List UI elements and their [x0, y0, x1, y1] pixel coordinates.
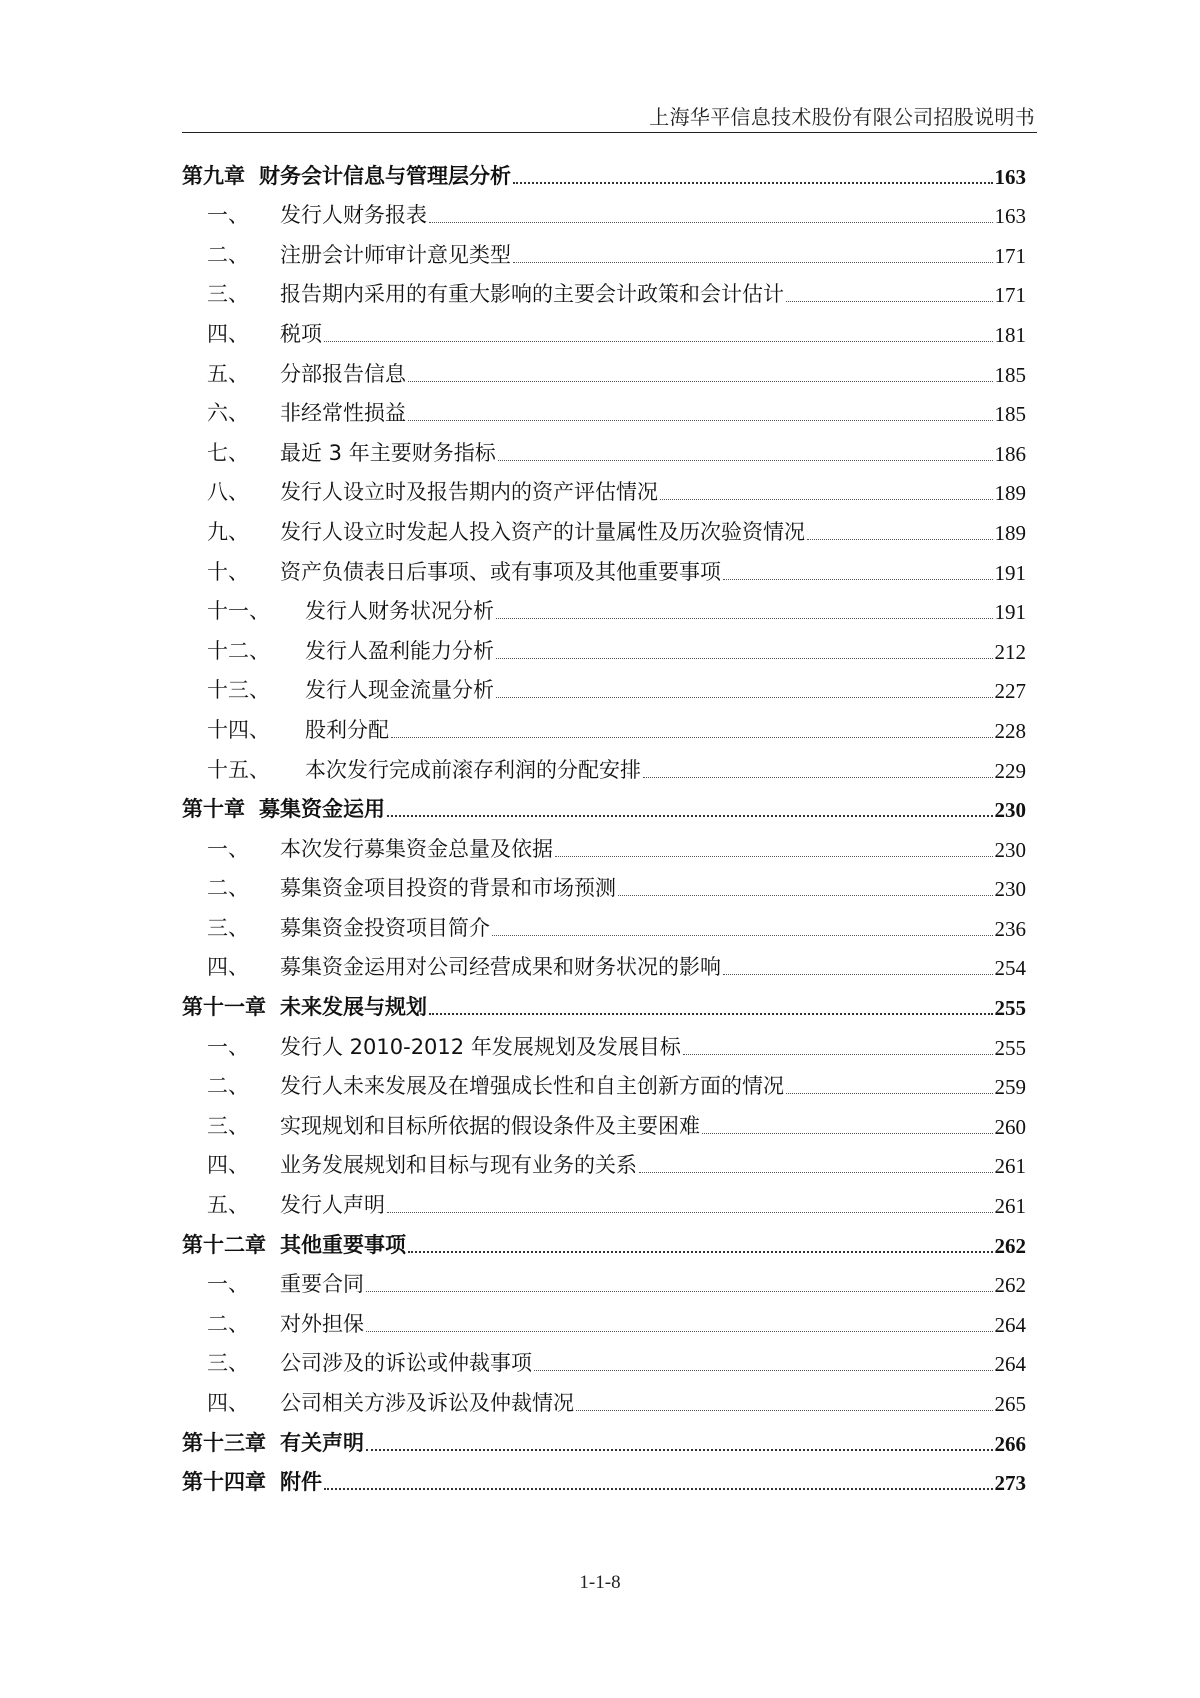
toc-entry-title: 对外担保 — [280, 1311, 364, 1336]
toc-section-entry[interactable] — [182, 1179, 1026, 1219]
toc-section-entry[interactable] — [182, 269, 1026, 309]
toc-section-entry[interactable] — [182, 427, 1026, 467]
toc-entry-title: 募集资金运用对公司经营成果和财务状况的影响 — [280, 955, 721, 980]
toc-entry-title: 分部报告信息 — [280, 361, 406, 386]
toc-entry-page: 230 — [994, 837, 1026, 862]
toc-entry-number: 三、 — [207, 1113, 249, 1138]
toc-entry-number: 四、 — [207, 955, 249, 980]
toc-chapter-entry[interactable] — [182, 1417, 1026, 1457]
toc-entry-title: 发行人设立时发起人投入资产的计量属性及历次验资情况 — [280, 519, 805, 544]
dot-leader — [643, 777, 993, 778]
dot-leader — [723, 974, 993, 975]
toc-entry-page: 266 — [994, 1431, 1026, 1456]
toc-entry-title: 发行人 2010-2012 年发展规划及发展目标 — [280, 1034, 681, 1059]
toc-section-entry[interactable] — [182, 1259, 1026, 1299]
toc-entry-number: 一、 — [207, 836, 249, 861]
toc-entry-title: 报告期内采用的有重大影响的主要会计政策和会计估计 — [280, 282, 784, 307]
toc-chapter-entry[interactable] — [182, 150, 1026, 190]
toc-entry-title: 发行人财务报表 — [280, 203, 427, 228]
toc-section-entry[interactable] — [182, 744, 1026, 784]
toc-entry-number: 一、 — [207, 1272, 249, 1297]
toc-entry-number: 十、 — [207, 559, 249, 584]
toc-entry-page: 212 — [994, 639, 1026, 664]
toc-entry-title: 重要合同 — [280, 1272, 364, 1297]
toc-entry-page: 230 — [994, 798, 1026, 823]
toc-entry-title: 最近 3 年主要财务指标 — [280, 440, 496, 465]
toc-entry-number: 四、 — [207, 1153, 249, 1178]
toc-chapter-entry[interactable] — [182, 1457, 1026, 1497]
toc-entry-title: 实现规划和目标所依据的假设条件及主要困难 — [280, 1113, 700, 1138]
dot-leader — [408, 381, 993, 382]
toc-entry-title: 发行人设立时及报告期内的资产评估情况 — [280, 480, 658, 505]
toc-entry-number: 五、 — [207, 361, 249, 386]
toc-section-entry[interactable] — [182, 1100, 1026, 1140]
toc-chapter-entry[interactable] — [182, 981, 1026, 1021]
dot-leader — [496, 697, 993, 698]
dot-leader — [534, 1370, 993, 1371]
toc-entry-number: 二、 — [207, 242, 249, 267]
toc-section-entry[interactable] — [182, 1377, 1026, 1417]
toc-entry-page: 185 — [994, 362, 1026, 387]
toc-section-entry[interactable] — [182, 1021, 1026, 1061]
dot-leader — [639, 1172, 993, 1173]
dot-leader — [786, 1093, 993, 1094]
toc-entry-page: 259 — [994, 1075, 1026, 1100]
dot-leader — [702, 1133, 993, 1134]
toc-entry-page: 227 — [994, 679, 1026, 704]
toc-entry-title: 股利分配 — [305, 717, 389, 742]
toc-entry-page: 181 — [994, 322, 1026, 347]
toc-entry-title: 发行人未来发展及在增强成长性和自主创新方面的情况 — [280, 1074, 784, 1099]
toc-entry-number: 八、 — [207, 480, 249, 505]
dot-leader — [366, 1449, 993, 1451]
toc-entry-page: 236 — [994, 916, 1026, 941]
toc-entry-number: 第十一章 — [182, 995, 266, 1020]
toc-entry-page: 171 — [994, 283, 1026, 308]
toc-entry-number: 三、 — [207, 282, 249, 307]
toc-entry-number: 十一、 — [207, 599, 270, 624]
table-of-contents — [182, 150, 1026, 1496]
toc-entry-page: 189 — [994, 481, 1026, 506]
dot-leader — [555, 856, 993, 857]
toc-entry-title: 附件 — [280, 1470, 322, 1495]
toc-entry-title: 募集资金运用 — [259, 797, 385, 822]
toc-section-entry[interactable] — [182, 823, 1026, 863]
toc-entry-title: 公司相关方涉及诉讼及仲裁情况 — [280, 1391, 574, 1415]
toc-section-entry[interactable] — [182, 1338, 1026, 1378]
toc-entry-page: 261 — [994, 1154, 1026, 1179]
dot-leader — [498, 460, 993, 461]
toc-entry-number: 第九章 — [182, 163, 245, 188]
toc-entry-page: 191 — [994, 600, 1026, 625]
toc-entry-number: 第十二章 — [182, 1232, 266, 1257]
toc-section-entry[interactable] — [182, 625, 1026, 665]
toc-entry-number: 二、 — [207, 876, 249, 901]
toc-entry-number: 三、 — [207, 915, 249, 940]
dot-leader — [807, 539, 993, 540]
dot-leader — [387, 815, 993, 817]
toc-entry-page: 261 — [994, 1194, 1026, 1219]
toc-entry-title: 非经常性损益 — [280, 401, 406, 426]
toc-section-entry[interactable] — [182, 665, 1026, 705]
dot-leader — [408, 1251, 993, 1253]
toc-entry-number: 十五、 — [207, 757, 270, 782]
dot-leader — [513, 262, 993, 263]
toc-entry-number: 六、 — [207, 401, 249, 426]
toc-entry-title: 资产负债表日后事项、或有事项及其他重要事项 — [280, 559, 721, 584]
dot-leader — [786, 301, 993, 302]
dot-leader — [723, 579, 993, 580]
toc-section-entry[interactable] — [182, 348, 1026, 388]
toc-entry-title: 注册会计师审计意见类型 — [280, 242, 511, 267]
toc-chapter-entry[interactable] — [182, 1219, 1026, 1259]
toc-entry-page: 264 — [994, 1312, 1026, 1337]
dot-leader — [618, 895, 993, 896]
dot-leader — [660, 499, 993, 500]
toc-section-entry[interactable] — [182, 190, 1026, 230]
toc-entry-number: 十二、 — [207, 638, 270, 663]
toc-section-entry[interactable] — [182, 388, 1026, 428]
toc-section-entry[interactable] — [182, 308, 1026, 348]
toc-entry-page: 255 — [994, 1035, 1026, 1060]
toc-section-entry[interactable] — [182, 546, 1026, 586]
toc-entry-page: 163 — [994, 164, 1026, 189]
toc-entry-page: 255 — [994, 996, 1026, 1021]
toc-entry-page: 262 — [994, 1233, 1026, 1258]
toc-section-entry[interactable] — [182, 1298, 1026, 1338]
dot-leader — [496, 658, 993, 659]
toc-section-entry[interactable] — [182, 704, 1026, 744]
toc-entry-number: 二、 — [207, 1074, 249, 1099]
toc-entry-page: 260 — [994, 1114, 1026, 1139]
dot-leader — [391, 737, 993, 738]
toc-entry-page: 254 — [994, 956, 1026, 981]
toc-entry-page: 189 — [994, 520, 1026, 545]
toc-section-entry[interactable] — [182, 902, 1026, 942]
toc-entry-number: 二、 — [207, 1311, 249, 1336]
dot-leader — [496, 618, 993, 619]
toc-entry-page: 229 — [994, 758, 1026, 783]
toc-section-entry[interactable] — [182, 506, 1026, 546]
toc-entry-number: 一、 — [207, 203, 249, 228]
toc-entry-number: 三、 — [207, 1351, 249, 1376]
toc-entry-title: 未来发展与规划 — [280, 995, 427, 1020]
toc-entry-page: 262 — [994, 1273, 1026, 1298]
toc-entry-number: 五、 — [207, 1193, 249, 1218]
dot-leader — [366, 1331, 993, 1332]
toc-entry-page: 230 — [994, 877, 1026, 902]
toc-section-entry[interactable] — [182, 467, 1026, 507]
toc-entry-title: 发行人声明 — [280, 1193, 385, 1218]
dot-leader — [324, 341, 993, 342]
toc-entry-title: 募集资金项目投资的背景和市场预测 — [280, 876, 616, 901]
toc-entry-title: 本次发行募集资金总量及依据 — [280, 836, 553, 861]
toc-entry-title: 有关声明 — [280, 1430, 364, 1455]
toc-entry-title: 其他重要事项 — [280, 1232, 406, 1257]
toc-section-entry[interactable] — [182, 586, 1026, 626]
dot-leader — [429, 222, 993, 223]
toc-section-entry[interactable] — [182, 1140, 1026, 1180]
toc-entry-title: 发行人盈利能力分析 — [305, 638, 494, 663]
document-title: 上海华平信息技术股份有限公司招股说明书 — [649, 105, 1035, 129]
toc-entry-number: 第十四章 — [182, 1470, 266, 1495]
toc-entry-page: 186 — [994, 441, 1026, 466]
toc-entry-title: 业务发展规划和目标与现有业务的关系 — [280, 1153, 637, 1178]
toc-entry-number: 十三、 — [207, 678, 270, 703]
dot-leader — [683, 1054, 993, 1055]
dot-leader — [576, 1410, 993, 1411]
toc-entry-page: 163 — [994, 204, 1026, 229]
toc-section-entry[interactable] — [182, 229, 1026, 269]
dot-leader — [324, 1488, 993, 1490]
toc-entry-page: 185 — [994, 402, 1026, 427]
toc-entry-title: 募集资金投资项目简介 — [280, 915, 490, 940]
toc-entry-number: 第十章 — [182, 797, 245, 822]
toc-section-entry[interactable] — [182, 942, 1026, 982]
toc-entry-title: 财务会计信息与管理层分析 — [259, 163, 511, 188]
dot-leader — [387, 1212, 993, 1213]
dot-leader — [513, 182, 993, 184]
toc-entry-title: 本次发行完成前滚存利润的分配安排 — [305, 757, 641, 782]
toc-chapter-entry[interactable] — [182, 784, 1026, 824]
toc-entry-number: 十四、 — [207, 717, 270, 742]
toc-entry-number: 四、 — [207, 1391, 249, 1415]
toc-entry-number: 九、 — [207, 519, 249, 544]
dot-leader — [408, 420, 993, 421]
toc-entry-page: 264 — [994, 1352, 1026, 1377]
toc-entry-title: 发行人财务状况分析 — [305, 599, 494, 624]
toc-entry-number: 四、 — [207, 321, 249, 346]
toc-entry-number: 第十三章 — [182, 1430, 266, 1455]
toc-entry-page: 228 — [994, 718, 1026, 743]
toc-entry-page: 265 — [994, 1392, 1026, 1416]
dot-leader — [429, 1013, 993, 1015]
toc-section-entry[interactable] — [182, 863, 1026, 903]
toc-section-entry[interactable] — [182, 1061, 1026, 1101]
dot-leader — [366, 1291, 993, 1292]
dot-leader — [492, 935, 993, 936]
toc-entry-page: 171 — [994, 243, 1026, 268]
toc-entry-title: 发行人现金流量分析 — [305, 678, 494, 703]
toc-entry-title: 税项 — [280, 321, 322, 346]
toc-entry-page: 191 — [994, 560, 1026, 585]
page-header — [182, 100, 1037, 133]
toc-entry-page: 273 — [994, 1471, 1026, 1496]
page-number: 1-1-8 — [579, 1572, 621, 1593]
toc-entry-number: 七、 — [207, 440, 249, 465]
toc-entry-title: 公司涉及的诉讼或仲裁事项 — [280, 1351, 532, 1376]
toc-entry-number: 一、 — [207, 1034, 249, 1059]
